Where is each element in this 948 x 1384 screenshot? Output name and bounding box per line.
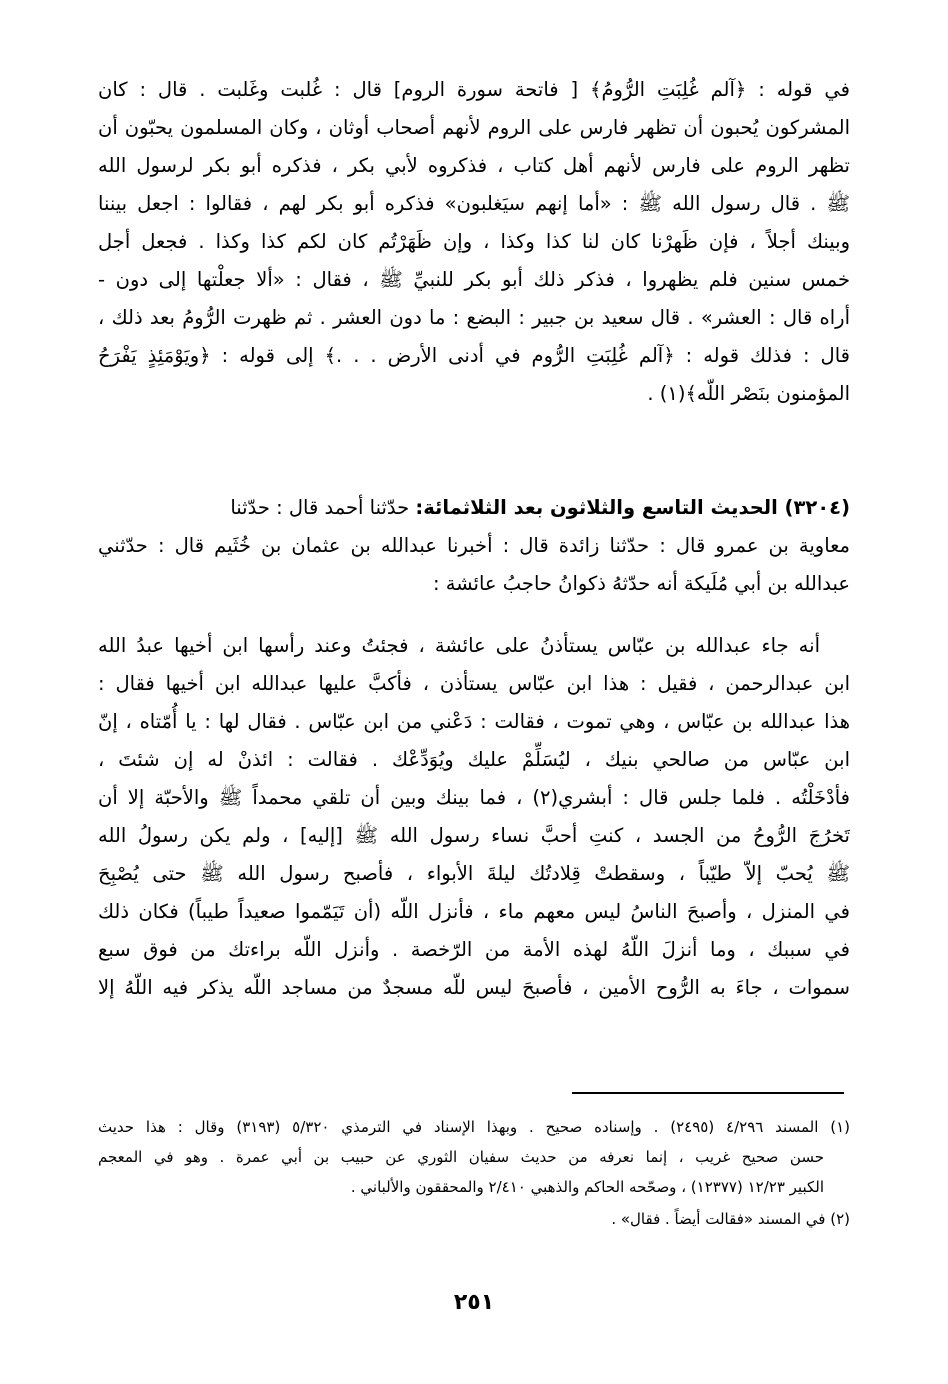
hadith-heading-rest: حدّثنا أحمد قال : حدّثنا (230, 496, 416, 519)
matn-line: ابن عبّاس من صالحي بنيك ، ليُسَلِّمْ عليك ويُوَدِّعْك . فقالت : ائذنْ له إن شئتَ ، (98, 748, 850, 771)
matn-line: سموات ، جاءَ به الرُّوح الأمين ، فأصبحَ ليس للّه مسجدٌ من مساجد اللّه يذكر فيه اللّهُ إلا (98, 976, 850, 999)
body-line: المشركون يُحبون أن تظهر فارس على الروم لأنهم أصحاب أوثان ، وكان المسلمون يحبّون أن (98, 116, 850, 139)
footnote-separator (572, 1092, 844, 1094)
body-line: تظهر الروم على فارس لأنهم أهل كتاب ، فذكروه لأبي بكر ، فذكره أبو بكر لرسول الله (98, 154, 850, 177)
body-line: ﷺ . قال رسول الله ﷺ : «أما إنهم سيَغلبون» فذكره أبو بكر لهم ، فقالوا : اجعل بيننا (98, 192, 850, 215)
matn-line: هذا عبدالله بن عبّاس ، وهي تموت ، فقالت : دَعْني من ابن عبّاس . فقال لها : يا أُمّتاه ، إنّ (98, 710, 850, 733)
matn-line: في المنزل ، وأصبحَ الناسُ ليس معهم ماء ، فأنزل اللّه (أن تَيَمّموا صعيداً طيباً) فكان ذلك (98, 900, 850, 923)
body-line: أراه قال : العشر» . قال سعيد بن جبير : البضع : ما دون العشر . ثم ظهرت الرُّومُ بعد ذلك ، (98, 306, 850, 329)
body-line: المؤمنون بنَصْر اللّه﴾(١) . (647, 382, 850, 405)
footnote-line: (٢) في المسند «فقالت أيضاً . فقال» . (611, 1210, 850, 1228)
matn-line: أنه جاء عبدالله بن عبّاس يستأذنُ على عائشة ، فجئتُ وعند رأسها ابن أخيها عبدُ الله (98, 634, 820, 657)
body-line: في قوله : ﴿آلم غُلِبَتِ الرُّومُ﴾ [ فاتحة سورة الروم] قال : غُلبت وغَلبت . قال : كان (98, 78, 850, 101)
body-line: وبينك أجلاً ، فإن ظَهرْنا كان لنا كذا وكذا ، وإن ظَهَرْتُم كان لكم كذا وكذا . فجعل أجل (98, 230, 850, 253)
isnad-line: عبدالله بن أبي مُلَيكة أنه حدّثهُ ذكوانُ حاجبُ عائشة : (432, 572, 850, 595)
footnote-line: (١) المسند ٤/٢٩٦ (٢٤٩٥) . وإسناده صحيح . وبهذا الإسناد في الترمذي ٥/٣٢٠ (٣١٩٣) وقال : هذا حديث (98, 1118, 850, 1136)
footnote-line: الكبير ١٢/٢٣ (١٢٣٧٧) ، وصحّحه الحاكم والذهبي ٢/٤١٠ والمحققون والألباني . (350, 1178, 824, 1196)
page-number: ٢٥١ (453, 1290, 495, 1315)
body-line: قال : فذلك قوله : ﴿آلم غُلِبَتِ الرُّوم في أدنى الأرض . . .﴾ إلى قوله : ﴿ويَوْمَئِذٍ يَفْرَحُ (98, 344, 850, 367)
matn-line: ابن عبدالرحمن ، فقيل : هذا ابن عبّاس يستأذن ، فأكبَّ عليها عبدالله ابن أخيها فقال : (98, 672, 850, 695)
hadith-heading: (٣٢٠٤) الحديث التاسع والثلاثون بعد الثلاثمائة: (415, 496, 850, 519)
body-line: خمس سنين فلم يظهروا ، فذكر ذلك أبو بكر للنبيِّ ﷺ ، فقال : «ألا جعلْتها إلى دون - (98, 268, 850, 291)
footnote-line: حسن صحيح غريب ، إنما نعرفه من حديث سفيان الثوري عن حبيب بن أبي عمرة . وهو في المعجم (98, 1148, 824, 1166)
matn-line: فأدْخَلْتُه . فلما جلس قال : أبشري(٢) ، فما بينك وبين أن تلقي محمداً ﷺ والأحبّة إلا أن (98, 786, 850, 809)
isnad-line: معاوية بن عمرو قال : حدّثنا زائدة قال : أخبرنا عبدالله بن عثمان بن خُثَيم قال : حدّثني (98, 534, 850, 557)
matn-line: في سببك ، وما أنزلَ اللّهُ لهذه الأمة من الرّخصة . وأنزل اللّه براءتك من فوق سبع (98, 938, 850, 961)
hadith-heading-line (98, 488, 850, 528)
matn-line: ﷺ يُحبّ إلاّ طيّباً ، وسقطتْ قِلادتُك ليلةَ الأبواء ، فأصبح رسول الله ﷺ حتى يُصْبِحَ (98, 862, 850, 885)
matn-line: تَخرُجَ الرُّوحُ من الجسد ، كنتِ أحبَّ نساء رسول الله ﷺ [إليه] ، ولم يكن رسولُ الله (98, 824, 850, 847)
